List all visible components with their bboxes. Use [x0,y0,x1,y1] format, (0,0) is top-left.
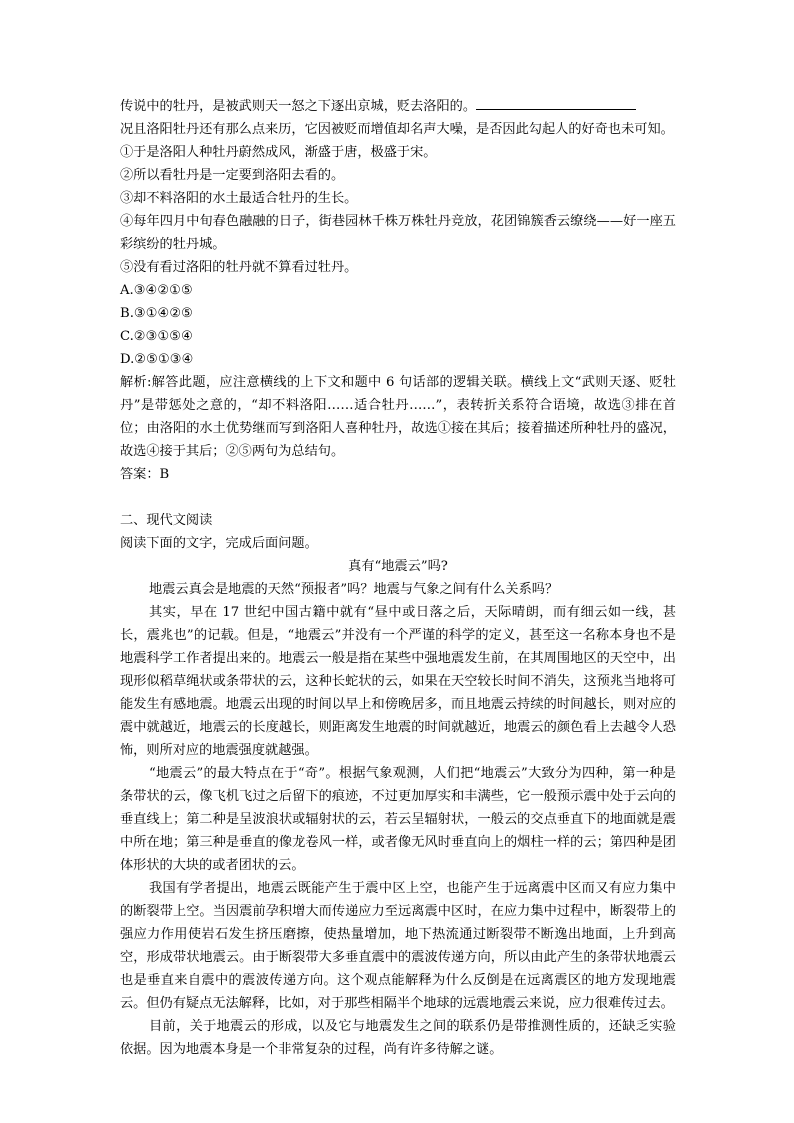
sentence-3: ③却不料洛阳的水土最适合牡丹的生长。 [120,191,358,206]
option-b: B.③①④②⑤ [120,306,193,321]
question-stem [120,95,676,118]
stem-continuation: 况且洛阳牡丹还有那么点来历，它因被贬而增值却名声大噪，是否因此勾起人的好奇也未可知。 [120,122,674,137]
article-paragraph-2: 其实，早在 17 世纪中国古籍中就有“昼中或日落之后，天际晴朗，而有细云如一线，甚长，震兆也”的记载。但是，“地震云”并没有一个严谨的科学的定义，甚至这一名称本身也不是地震科学工作者提出来的。地震云一般是指在某些中强地震发生前，在其周围地区的天空中，出现形似稻草绳状或条带状的云，这种长蛇状的云，如果在天空较长时间不消失，这预兆当地将可能发生有感地震。地震云出现的时间以早上和傍晚居多，而且地震云持续的时间越长，则对应的震中就越近，地震云的长度越长，则距离发生地震的时间就越近，地震云的颜色看上去越令人恐怖，则所对应的地震强度就越强。 [120,605,676,758]
document-body [120,95,676,1061]
article-paragraph-4: 我国有学者提出，地震云既能产生于震中区上空，也能产生于远离震中区而又有应力集中的断裂带上空。当因震前孕积增大而传递应力至远离震中区时，在应力集中过程中，断裂带上的强应力作用使岩石发生挤压磨擦，使热量增加，地下热流通过断裂带不断逸出地面，上升到高空，形成带状地震云。由于断裂带大多垂直震中的震波传递方向，所以由此产生的条带状地震云也是垂直来自震中的震波传递方向。这个观点能解释为什么反倒是在远离震区的地方发现地震云。但仍有疑点无法解释，比如，对于那些相隔半个地球的远震地震云来说，应力很难传过去。 [120,881,676,1011]
sentence-2: ②所以看牡丹是一定要到洛阳去看的。 [120,168,345,183]
answer: 答案：B [120,467,170,482]
section-heading: 二、现代文阅读 [120,513,213,528]
section-gap [120,486,676,509]
analysis: 解析:解答此题，应注意横线的上下文和题中 6 句话部的逻辑关联。横线上文“武则天逐、贬牡丹”是带惩处之意的，“却不料洛阳……适合牡丹……”，表转折关系符合语境，故选③排在首位；由洛阳的水土优势继而写到洛阳人喜种牡丹，故选①接在其后；接着描述所种牡丹的盛况，故选④接于其后；②⑤两句为总结句。 [120,375,676,459]
option-c: C.②③①⑤④ [120,329,193,344]
article-paragraph-3: “地震云”的最大特点在于“奇”。根据气象观测，人们把“地震云”大致分为四种，第一种是条带状的云，像飞机飞过之后留下的痕迹，不过更加厚实和丰满些，它一般预示震中处于云向的垂直线上；第二种是呈波浪状或辐射状的云，若云呈辐射状，一般云的交点垂直下的地面就是震中所在地；第三种是垂直的像龙卷风一样，或者像无风时垂直向上的烟柱一样的云；第四种是团体形状的大块的或者团状的云。 [120,766,676,873]
sentence-5: ⑤没有看过洛阳的牡丹就不算看过牡丹。 [120,260,358,275]
article-paragraph-1: 地震云真会是地震的天然“预报者”吗？地震与气象之间有什么关系吗？ [149,582,559,597]
article-paragraph-5: 目前，关于地震云的形成，以及它与地震发生之间的联系仍是带推测性质的，还缺乏实验依据。因为地震本身是一个非常复杂的过程，尚有许多待解之谜。 [120,1019,676,1057]
article-title: 真有“地震云”吗? [348,559,448,574]
option-d: D.②⑤①③④ [120,352,194,367]
sentence-1: ①于是洛阳人种牡丹蔚然成风，渐盛于唐，极盛于宋。 [120,145,437,160]
sentence-4: ④每年四月中旬春色融融的日子，街巷园林千株万株牡丹竞放，花团锦簇香云缭绕——好一座五彩缤纷的牡丹城。 [120,214,676,252]
answer-blank [476,95,636,110]
section-instruction: 阅读下面的文字，完成后面问题。 [120,536,318,551]
stem-line: 传说中的牡丹，是被武则天一怒之下逐出京城，贬去洛阳的。 [120,99,477,114]
option-a: A.③④②①⑤ [120,283,193,298]
